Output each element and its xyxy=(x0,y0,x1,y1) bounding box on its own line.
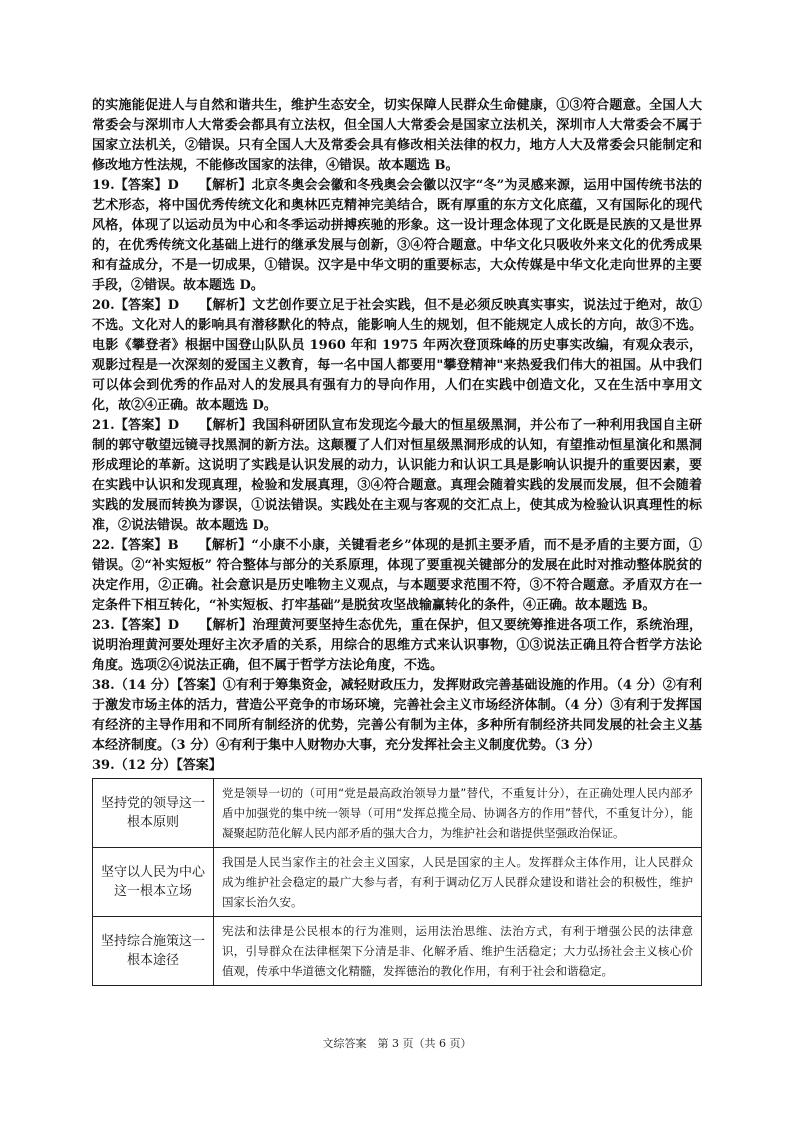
row-text: 我国是人民当家作主的社会主义国家，人民是国家的主人。发挥群众主体作用，让人民群众成为维护社会稳定的最广大参与者，有利于调动亿万人民群众建设和谐社会的积极性，维护国家长治久安。 xyxy=(214,848,702,917)
table-row xyxy=(93,848,702,917)
table-row xyxy=(93,779,702,848)
row-text: 党是领导一切的（可用“党是最高政治领导力量”替代，不重复计分），在正确处理人民内部矛盾中加强党的集中统一领导（可用“发挥总揽全局、协调各方的作用”替代，不重复计分），能凝聚起防范化解人民内部矛盾的强大合力，为维护社会和谐提供坚强政治保证。 xyxy=(214,779,702,848)
answer-39-heading: 39.（12 分）【答案】 xyxy=(92,758,222,773)
answer-content xyxy=(92,96,702,986)
answer-20: 20.【答案】D 【解析】文艺创作要立足于社会实践，但不是必须反映真实事实，说法过于绝对，故①不选。文化对人的影响具有潜移默化的特点，能影响人生的规划，但不能规定人成长的方向，故③不选。电影《攀登者》根据中国登山队队员 1960 年和 1975 年两次登顶珠峰的历史事实改编，有观众表示，观影过程是一次深刻的爱国主义教育，每一名中国人都要用"攀登精神"来热爱我们伟大的祖国。从中我们可以体会到优秀的作品对人的发展具有强有力的导向作用，人们在实践中创造文化，又在生活中享用文化，故②④正确。故本题选 D。 xyxy=(92,298,702,413)
answer-39-table xyxy=(92,778,702,986)
row-label: 坚守以人民为中心这一根本立场 xyxy=(93,848,214,917)
paragraph-continued: 的实施能促进人与自然和谐共生，维护生态安全，切实保障人民群众生命健康，①③符合题意。全国人大常委会与深圳市人大常委会都具有立法权，但全国人大常委会是国家立法机关，深圳市人大常委会不属于国家立法机关，②错误。只有全国人大及常委会具有修改相关法律的权力，地方人大及常委会只能制定和修改地方性法规，不能修改国家的法律，④错误。故本题选 B。 xyxy=(92,98,702,173)
row-text: 宪法和法律是公民根本的行为准则，运用法治思维、法治方式，有利于增强公民的法律意识，引导群众在法律框架下分清是非、化解矛盾、维护生活稳定；大力弘扬社会主义核心价值观，传承中华道德文化精髓，发挥德治的教化作用，有利于社会和谐稳定。 xyxy=(214,917,702,986)
row-label: 坚持党的领导这一根本原则 xyxy=(93,779,214,848)
answer-38: 38.（14 分）【答案】①有利于筹集资金，减轻财政压力，发挥财政完善基础设施的作用。（4 分）②有利于激发市场主体的活力，营造公平竞争的市场环境，完善社会主义市场经济体制。（4 分）③有利于发挥国有经济的主导作用和不同所有制经济的优势，完善公有制为主体，多种所有制经济共同发展的社会主义基本经济制度。（3 分）④有利于集中人财物办大事，充分发挥社会主义制度优势。（3 分） xyxy=(92,678,702,753)
answer-19: 19.【答案】D 【解析】北京冬奥会会徽和冬残奥会会徽以汉字“冬”为灵感来源，运用中国传统书法的艺术形态，将中国优秀传统文化和奥林匹克精神完美结合，既有厚重的东方文化底蕴，又有国际化的现代风格，体现了以运动员为中心和冬季运动拼搏疾驰的形象。这一设计理念体现了文化既是民族的又是世界的，在优秀传统文化基础上进行的继承发展与创新，③④符合题意。中华文化只吸收外来文化的优秀成果和有益成分，不是一切成果，①错误。汉字是中华文明的重要标志，大众传媒是中华文化走向世界的主要手段，②错误。故本题选 D。 xyxy=(92,178,702,293)
page-footer: 文综答案 第 3 页（共 6 页） xyxy=(322,1037,472,1050)
answer-22: 22.【答案】B 【解析】“小康不小康，关键看老乡”体现的是抓主要矛盾，而不是矛盾的主要方面，①错误。②“补实短板” 符合整体与部分的关系原理，体现了要重视关键部分的发展在此时对推动整体脱贫的决定作用，②正确。社会意识是历史唯物主义观点，与本题要求范围不符，③不符合题意。矛盾双方在一定条件下相互转化，“补实短板、打牢基础”是脱贫攻坚战输赢转化的条件，④正确。故本题选 B。 xyxy=(92,538,702,613)
row-label: 坚持综合施策这一根本途径 xyxy=(93,917,214,986)
answer-21: 21.【答案】D 【解析】我国科研团队宣布发现迄今最大的恒星级黑洞，并公布了一种利用我国自主研制的郭守敬望远镜寻找黑洞的新方法。这颠覆了人们对恒星级黑洞形成的认知，有望推动恒星演化和黑洞形成理论的革新。这说明了实践是认识发展的动力，认识能力和认识工具是影响认识提升的重要因素，要在实践中认识和发现真理，检验和发展真理，③④符合题意。真理会随着实践的发展而发展，但不会随着实践的发展而转换为谬误，①说法错误。实践处在主观与客观的交汇点上，使其成为检验认识真理性的标准，②说法错误。故本题选 D。 xyxy=(92,418,702,533)
answer-23: 23.【答案】D 【解析】治理黄河要坚持生态优先，重在保护，但又要统筹推进各项工作，系统治理，说明治理黄河要处理好主次矛盾的关系，用综合的思维方式来认识事物，①③说法正确且符合哲学方法论角度。选项②④说法正确，但不属于哲学方法论角度，不选。 xyxy=(92,618,702,673)
table-row xyxy=(93,917,702,986)
